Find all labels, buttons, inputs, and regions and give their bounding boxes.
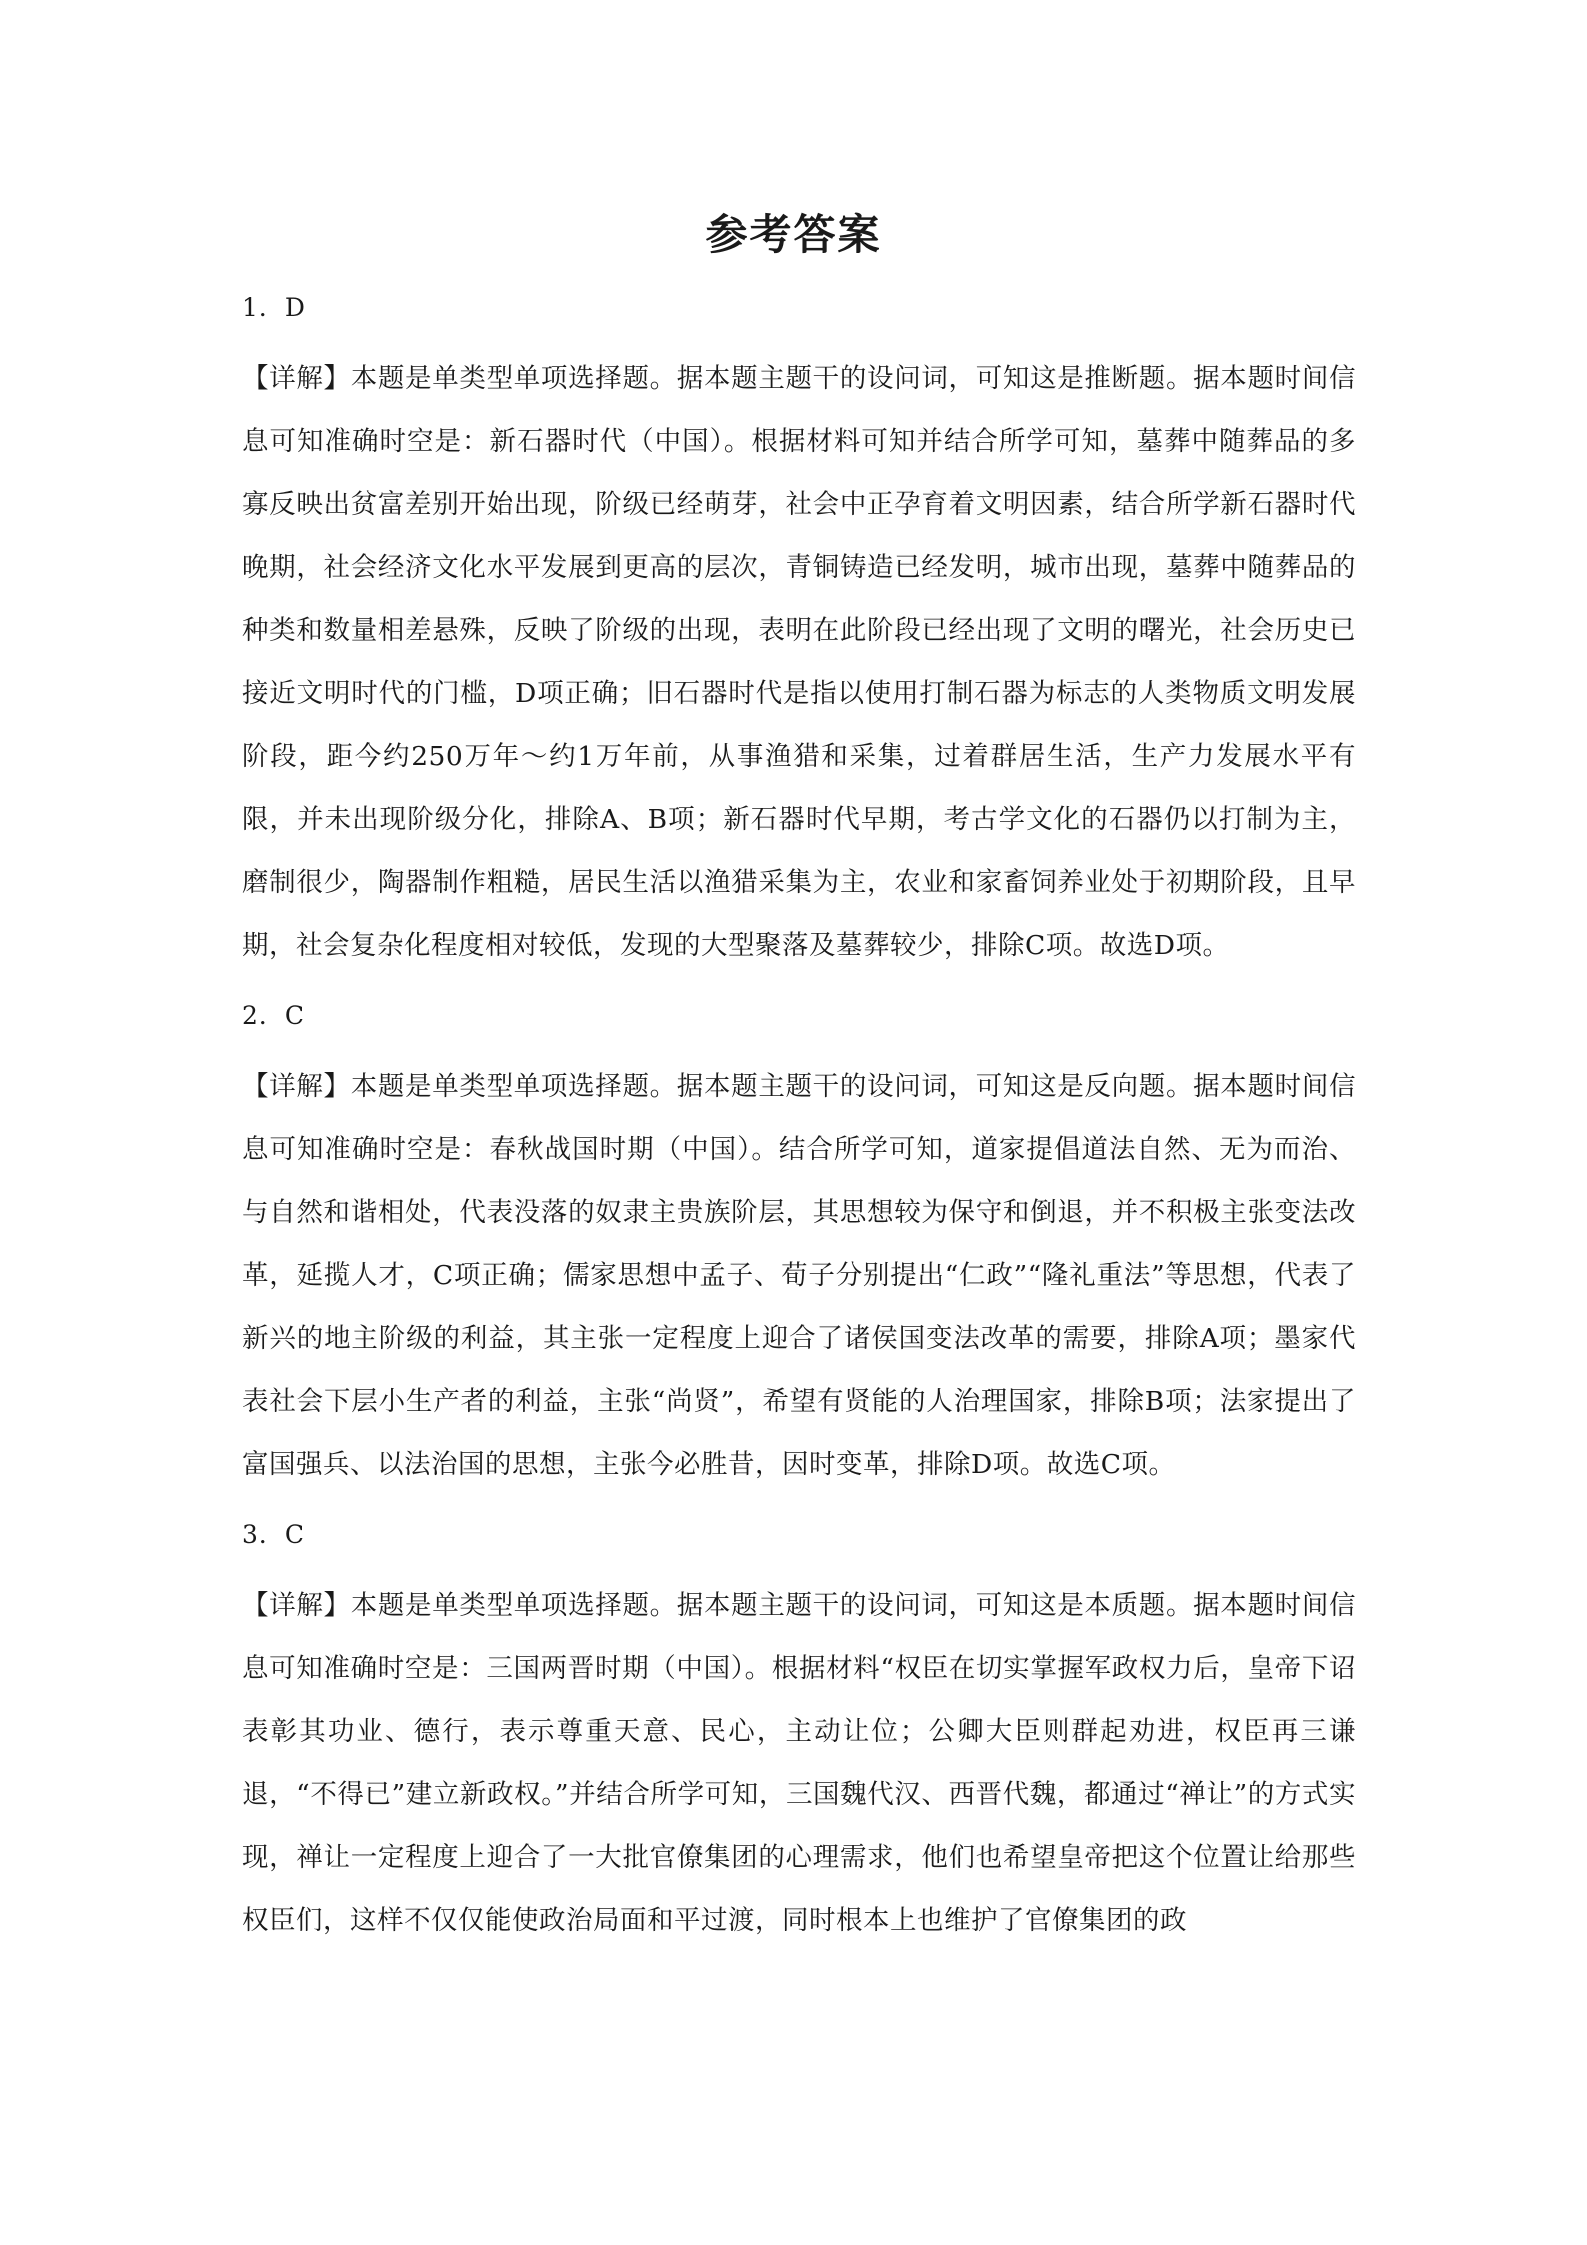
page-title: 参考答案 bbox=[705, 210, 882, 259]
explanation-tag-3: 【详解】 bbox=[242, 1590, 351, 1621]
explanation-text-3: 本题是单类型单项选择题。据本题主题干的设问词，可知这是本质题。据本题时间信息可知准确时空是：三国两晋时期（中国）。根据材料“权臣在切实掌握军政权力后，皇帝下诏表彰其功业、德行，表示尊重天意、民心，主动让位；公卿大臣则群起劝进，权臣再三谦退，“不得已”建立新政权。”并结合所学可知，三国魏代汉、西晋代魏，都通过“禅让”的方式实现，禅让一定程度上迎合了一大批官僚集团的心理需求，他们也希望皇帝把这个位置让给那些权臣们，这样不仅仅能使政治局面和平过渡，同时根本上也维护了官僚集团的政 bbox=[242, 1590, 1357, 1936]
question-number-1: 1．D bbox=[242, 293, 306, 322]
explanation-1 bbox=[242, 347, 1356, 977]
answer-list bbox=[242, 285, 1356, 1968]
explanation-tag-1: 【详解】 bbox=[242, 363, 351, 394]
question-number-3: 3．C bbox=[242, 1520, 306, 1549]
explanation-text-1: 本题是单类型单项选择题。据本题主题干的设问词，可知这是推断题。据本题时间信息可知准确时空是：新石器时代（中国）。根据材料可知并结合所学可知，墓葬中随葬品的多寡反映出贫富差别开始出现，阶级已经萌芽，社会中正孕育着文明因素，结合所学新石器时代晚期，社会经济文化水平发展到更高的层次，青铜铸造已经发明，城市出现，墓葬中随葬品的种类和数量相差悬殊，反映了阶级的出现，表明在此阶段已经出现了文明的曙光，社会历史已接近文明时代的门槛，D项正确；旧石器时代是指以使用打制石器为标志的人类物质文明发展阶段，距今约250万年～约1万年前，从事渔猎和采集，过着群居生活，生产力发展水平有限，并未出现阶级分化，排除A、B项；新石器时代早期，考古学文化的石器仍以打制为主，磨制很少，陶器制作粗糙，居民生活以渔猎采集为主，农业和家畜饲养业处于初期阶段，且早期，社会复杂化程度相对较低，发现的大型聚落及墓葬较少，排除C项。故选D项。 bbox=[242, 363, 1357, 961]
explanation-3 bbox=[242, 1574, 1356, 1952]
explanation-text-2: 本题是单类型单项选择题。据本题主题干的设问词，可知这是反向题。据本题时间信息可知准确时空是：春秋战国时期（中国）。结合所学可知，道家提倡道法自然、无为而治、与自然和谐相处，代表没落的奴隶主贵族阶层，其思想较为保守和倒退，并不积极主张变法改革，延揽人才，C项正确；儒家思想中孟子、荀子分别提出“仁政”“隆礼重法”等思想，代表了新兴的地主阶级的利益，其主张一定程度上迎合了诸侯国变法改革的需要，排除A项；墨家代表社会下层小生产者的利益，主张“尚贤”，希望有贤能的人治理国家，排除B项；法家提出了富国强兵、以法治国的思想，主张今必胜昔，因时变革，排除D项。故选C项。 bbox=[242, 1071, 1357, 1480]
explanation-tag-2: 【详解】 bbox=[242, 1071, 351, 1102]
explanation-2 bbox=[242, 1055, 1356, 1496]
question-number-2: 2．C bbox=[242, 1001, 306, 1030]
